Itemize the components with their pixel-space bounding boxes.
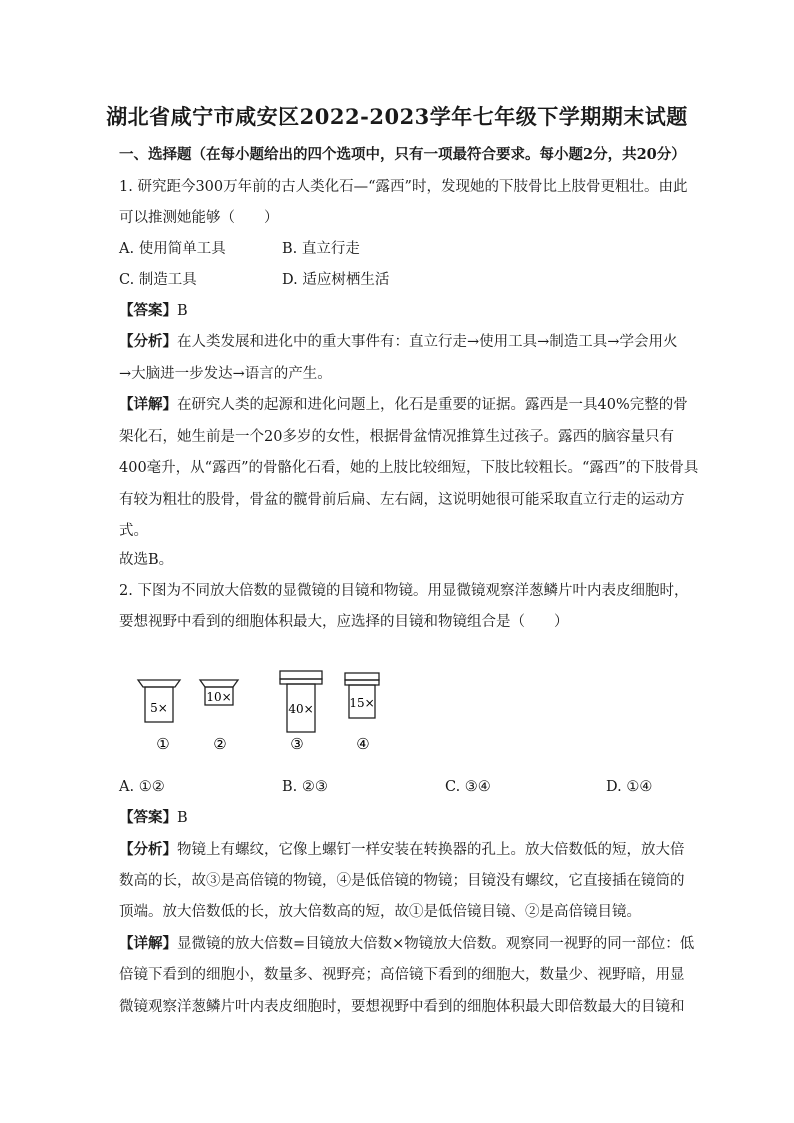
lens-2-number: ②	[213, 735, 227, 753]
q1-stem-line1: 1. 研究距今300万年前的古人类化石—“露西”时，发现她的下肢骨比上肢骨更粗壮。由此	[119, 179, 688, 195]
q1-option-b: B. 直立行走	[282, 241, 360, 257]
lens-3-objective	[280, 671, 322, 732]
lens-4-magnification: 15×	[349, 696, 375, 710]
q1-detail-line3: 400毫升，从“露西”的骨骼化石看，她的上肢比较细短，下肢比较粗长。“露西”的下肢骨具	[119, 460, 699, 476]
q2-detail	[119, 934, 694, 954]
q1-option-c: C. 制造工具	[119, 272, 197, 288]
lens-2-magnification: 10×	[206, 690, 232, 704]
q2-analysis-line3: 顶端。放大倍数低的长，放大倍数高的短，故①是低倍镜目镜、②是高倍镜目镜。	[119, 904, 641, 920]
q2-option-a: A. ①②	[119, 779, 165, 795]
q1-detail-label: 【详解】	[119, 396, 177, 413]
q2-answer	[119, 808, 188, 828]
lens-3-number: ③	[290, 735, 304, 753]
section-heading: 一、选择题（在每小题给出的四个选项中，只有一项最符合要求。每小题2分，共20分）	[119, 146, 686, 163]
q2-stem-line2: 要想视野中看到的细胞体积最大，应选择的目镜和物镜组合是（ ）	[119, 614, 569, 630]
q2-stem-line1: 2. 下图为不同放大倍数的显微镜的目镜和物镜。用显微镜观察洋葱鳞片叶内表皮细胞时，	[119, 583, 689, 599]
q1-analysis-label: 【分析】	[119, 333, 177, 350]
q1-option-a: A. 使用简单工具	[119, 241, 226, 257]
q2-analysis	[119, 840, 685, 860]
q1-answer-label: 【答案】	[119, 302, 177, 319]
q2-option-c: C. ③④	[445, 779, 491, 795]
q1-analysis-line1: 在人类发展和进化中的重大事件有：直立行走→使用工具→制造工具→学会用火	[177, 334, 678, 350]
lens-4-number: ④	[356, 735, 370, 753]
lens-1-magnification: 5×	[150, 701, 168, 715]
lens-2-eyepiece	[200, 680, 238, 705]
q1-answer	[119, 301, 188, 321]
q2-answer-value: B	[177, 810, 188, 826]
q2-analysis-line1: 物镜上有螺纹，它像上螺钉一样安装在转换器的孔上。放大倍数低的短，放大倍	[177, 842, 685, 858]
q1-detail-line4: 有较为粗壮的股骨，骨盆的髋骨前后扁、左右阔，这说明她很可能采取直立行走的运动方	[119, 492, 685, 508]
q2-detail-label: 【详解】	[119, 935, 177, 952]
page-title: 湖北省咸宁市咸安区2022-2023学年七年级下学期期末试题	[106, 104, 688, 129]
q2-option-d: D. ①④	[606, 779, 653, 795]
microscope-lens-figure	[130, 665, 390, 760]
q2-detail-line1: 显微镜的放大倍数=目镜放大倍数×物镜放大倍数。观察同一视野的同一部位：低	[177, 936, 695, 952]
lens-3-magnification: 40×	[288, 702, 314, 716]
q2-analysis-label: 【分析】	[119, 841, 177, 858]
q1-analysis-line2: →大脑进一步发达→语言的产生。	[119, 366, 332, 382]
q1-conclusion: 故选B。	[119, 552, 174, 568]
q1-option-d: D. 适应树栖生活	[282, 272, 390, 288]
q1-detail-line5: 式。	[119, 523, 148, 539]
q1-detail-line1: 在研究人类的起源和进化问题上，化石是重要的证据。露西是一具40%完整的骨	[177, 397, 688, 413]
q1-answer-value: B	[177, 303, 188, 319]
q1-stem-line2: 可以推测她能够（ ）	[119, 210, 279, 226]
lens-1-number: ①	[156, 735, 170, 753]
q1-analysis	[119, 332, 677, 352]
q2-detail-line3: 微镜观察洋葱鳞片叶内表皮细胞时，要想视野中看到的细胞体积最大即倍数最大的目镜和	[119, 999, 685, 1015]
q2-analysis-line2: 数高的长，故③是高倍镜的物镜，④是低倍镜的物镜；目镜没有螺纹，它直接插在镜筒的	[119, 873, 685, 889]
q1-detail	[119, 395, 688, 415]
lens-4-objective	[345, 673, 379, 718]
q1-detail-line2: 架化石，她生前是一个20多岁的女性，根据骨盆情况推算生过孩子。露西的脑容量只有	[119, 429, 674, 445]
q2-answer-label: 【答案】	[119, 809, 177, 826]
lens-1-eyepiece	[138, 680, 180, 722]
q2-option-b: B. ②③	[282, 779, 328, 795]
q2-detail-line2: 倍镜下看到的细胞小，数量多、视野亮；高倍镜下看到的细胞大，数量少、视野暗，用显	[119, 967, 685, 983]
